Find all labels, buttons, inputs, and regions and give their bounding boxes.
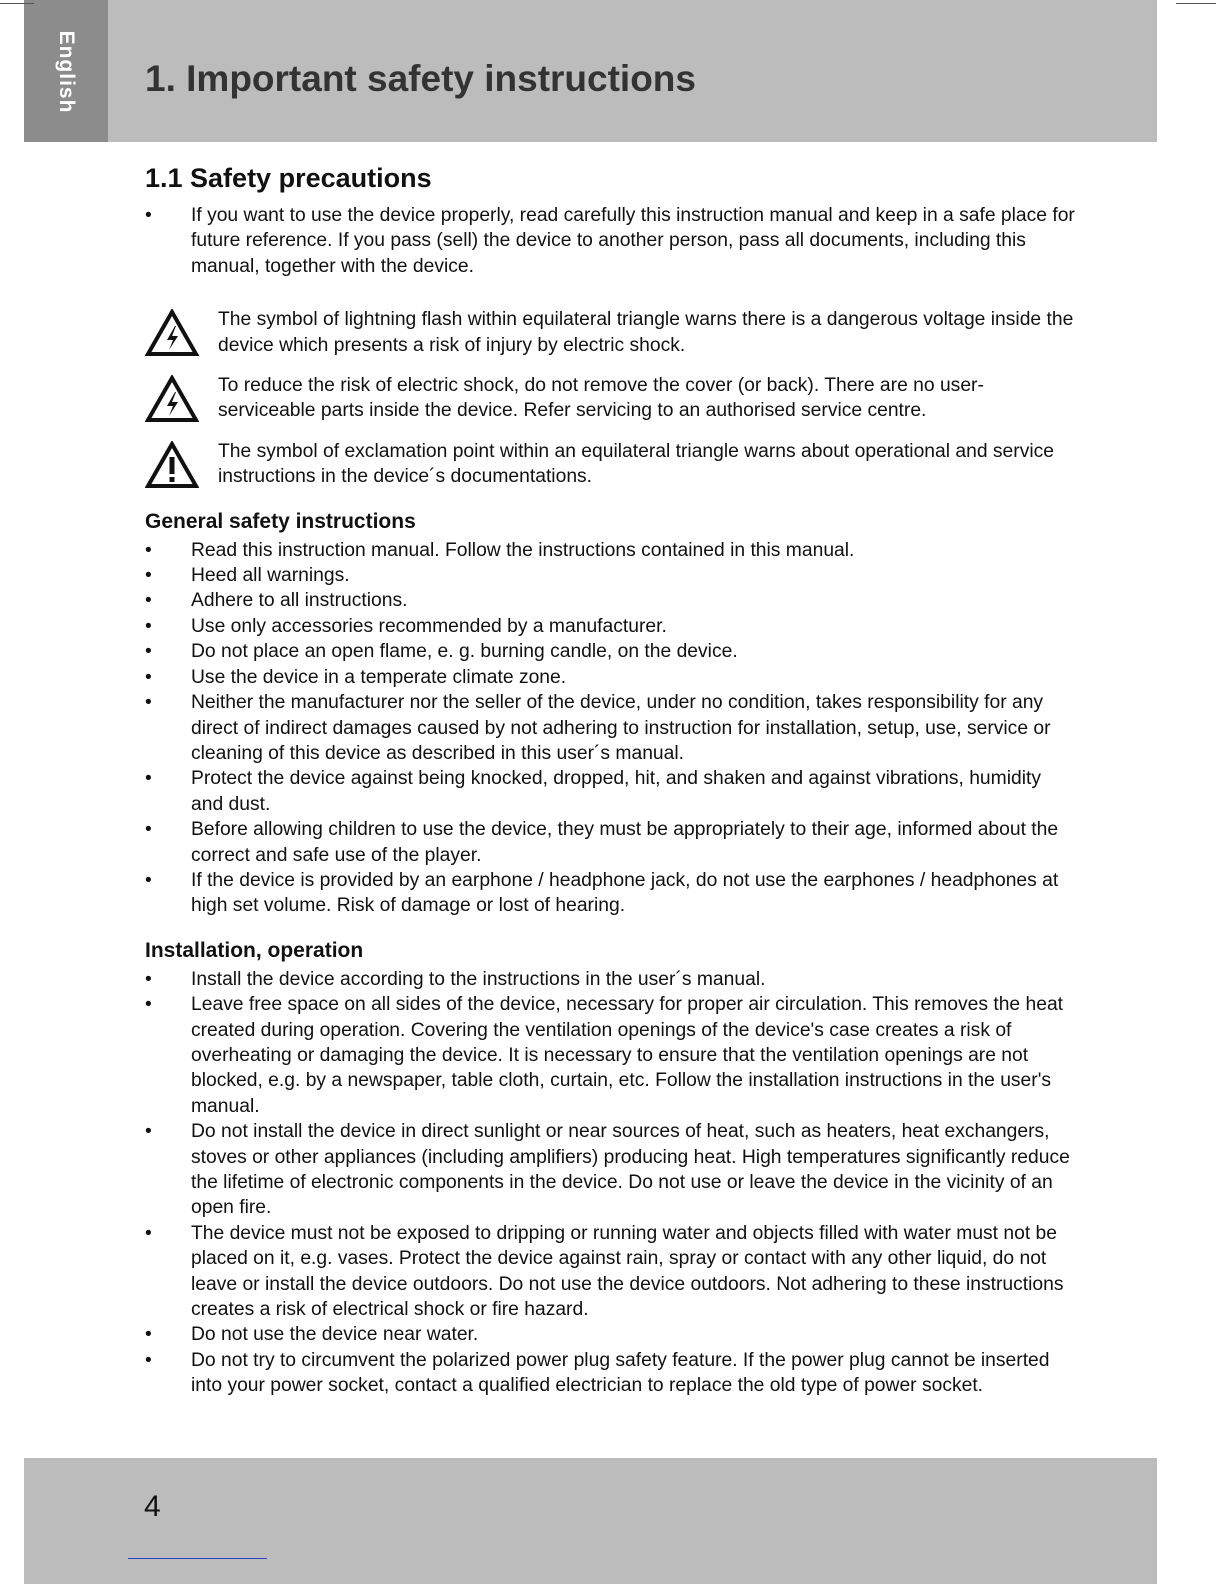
list-item: • Use only accessories recommended by a manufacturer. <box>145 614 1075 639</box>
crop-mark-right <box>1176 3 1216 4</box>
general-safety-list <box>145 538 1075 919</box>
list-item: • Do not try to circumvent the polarized power plug safety feature. If the power plug cannot be inserted into your power socket, contact a qualified electrician to replace the old type of power socket. <box>145 1348 1075 1399</box>
list-item: • Install the device according to the instructions in the user´s manual. <box>145 967 1075 992</box>
warning-row <box>145 373 1075 424</box>
installation-heading: Installation, operation <box>145 938 364 962</box>
list-item: • Use the device in a temperate climate zone. <box>145 665 1075 690</box>
list-item: • Do not place an open flame, e. g. burning candle, on the device. <box>145 639 1075 664</box>
list-item: • Neither the manufacturer nor the seller of the device, under no condition, takes responsibility for any direct of indirect damages caused by not adhering to instruction for installation, setup, use, service or cleaning of this device as described in this user´s manual. <box>145 690 1075 766</box>
language-tab-label: English <box>55 30 78 114</box>
language-tab <box>24 0 108 142</box>
list-item: • Protect the device against being knocked, dropped, hit, and shaken and against vibrations, humidity and dust. <box>145 766 1075 817</box>
warning-symbols <box>145 307 1075 489</box>
installation-section <box>145 939 1075 1399</box>
list-item: • Read this instruction manual. Follow the instructions contained in this manual. <box>145 538 1075 563</box>
crop-mark-left <box>0 3 34 4</box>
list-item: • Do not install the device in direct sunlight or near sources of heat, such as heaters, heat exchangers, stoves or other appliances (including amplifiers) producing heat. High temperatures significantly reduce the lifetime of electronic components in the device. Do not use or leave the device in the vicinity of an open fire. <box>145 1119 1075 1221</box>
section-heading: 1.1 Safety precautions <box>145 163 432 193</box>
intro-list <box>145 203 1075 279</box>
lightning-warning-icon <box>145 375 199 423</box>
general-safety-section <box>145 510 1075 919</box>
footer-band <box>24 1458 1157 1584</box>
list-item: • Adhere to all instructions. <box>145 588 1075 613</box>
warning-text: To reduce the risk of electric shock, do not remove the cover (or back). There are no user-serviceable parts inside the device. Refer servicing to an authorised service centre. <box>218 375 984 422</box>
content <box>145 163 1075 1399</box>
footer-link-line <box>128 1558 267 1559</box>
warning-row <box>145 439 1075 490</box>
warning-row <box>145 307 1075 358</box>
list-item: • Do not use the device near water. <box>145 1322 1075 1347</box>
list-item: • If the device is provided by an earphone / headphone jack, do not use the earphones / headphones at high set volume. Risk of damage or lost of hearing. <box>145 868 1075 919</box>
warning-text: The symbol of exclamation point within an equilateral triangle warns about operational and service instructions in the device´s documentations. <box>218 440 1054 488</box>
warning-text: The symbol of lightning flash within equilateral triangle warns there is a dangerous voltage inside the device which presents a risk of injury by electric shock. <box>218 309 1074 356</box>
list-item: • If you want to use the device properly, read carefully this instruction manual and keep in a safe place for future reference. If you pass (sell) the device to another person, pass all documents, including this manual, together with the device. <box>145 203 1075 279</box>
installation-list <box>145 967 1075 1399</box>
list-item: • The device must not be exposed to dripping or running water and objects filled with water must not be placed on it, e.g. vases. Protect the device against rain, spray or contact with any other liquid, do not leave or install the device outdoors. Do not use the device outdoors. Not adhering to these instructions creates a risk of electrical shock or fire hazard. <box>145 1221 1075 1323</box>
exclamation-warning-icon <box>145 441 199 489</box>
list-item: • Heed all warnings. <box>145 563 1075 588</box>
page-number: 4 <box>144 1490 161 1523</box>
lightning-warning-icon <box>145 309 199 357</box>
general-safety-heading: General safety instructions <box>145 509 416 533</box>
list-item: • Leave free space on all sides of the device, necessary for proper air circulation. This removes the heat created during operation. Covering the ventilation openings of the device's case creates a risk of overheating or damaging the device. It is necessary to ensure that the ventilation openings are not blocked, e.g. by a newspaper, table cloth, curtain, etc. Follow the installation instructions in the user's manual. <box>145 992 1075 1119</box>
page-title: 1. Important safety instructions <box>145 58 696 99</box>
list-item: • Before allowing children to use the device, they must be appropriately to their age, informed about the correct and safe use of the player. <box>145 817 1075 868</box>
